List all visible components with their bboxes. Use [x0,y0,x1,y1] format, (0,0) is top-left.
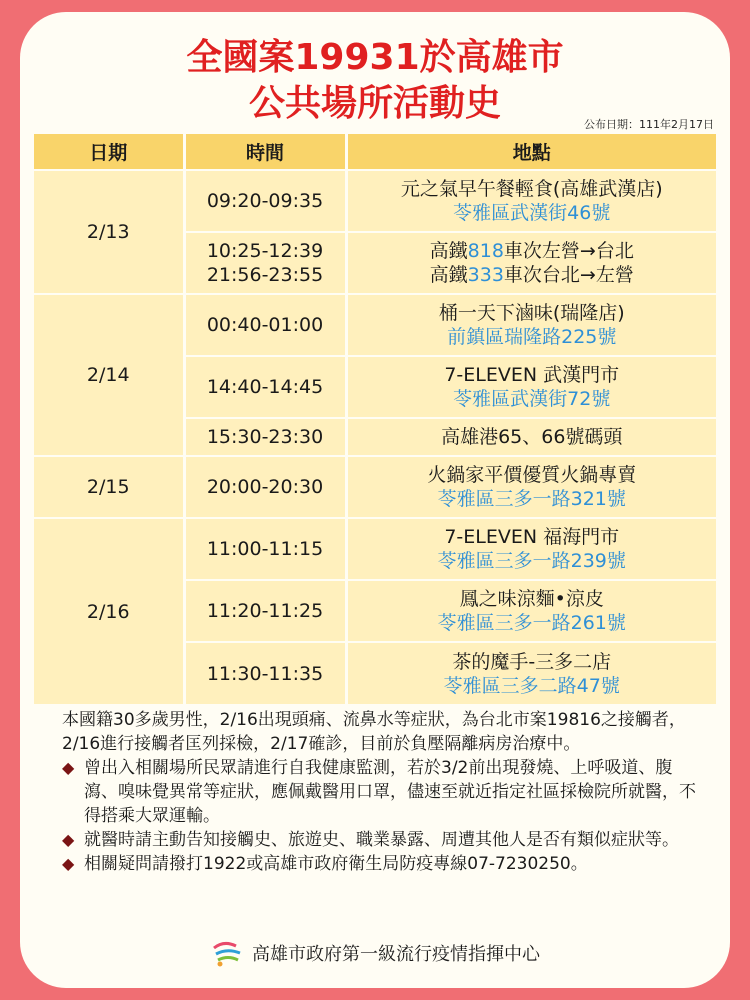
place-cell [346,418,716,456]
place-cell [346,580,716,642]
place-cell [346,356,716,418]
place-name: 高雄港65、66號碼頭 [441,426,623,448]
table-row [34,456,716,518]
notice-item [62,756,702,828]
time-cell: 00:40-01:00 [184,294,346,356]
date-cell: 2/13 [34,170,184,294]
date-cell: 2/15 [34,456,184,518]
place-address: 苓雅區三多一路261號 [437,612,626,634]
place-name: 茶的魔手-三多二店 [452,650,612,673]
place-cell [346,456,716,518]
train-route: 車次左營→台北 [503,240,634,262]
train-route: 車次台北→左營 [503,264,634,286]
place-address: 苓雅區武漢街72號 [453,388,611,410]
place-name: 7-ELEVEN 福海門市 [444,526,620,548]
train-number: 333 [467,264,504,286]
diamond-bullet-icon: ◆ [62,830,75,849]
date-cell: 2/14 [34,294,184,456]
notice-text: 曾出入相關場所民眾請進行自我健康監測，若於3/2前出現發燒、上呼吸道、腹瀉、嗅味覺異常等症狀，應佩戴醫用口罩，儘速至就近指定社區採檢院所就醫，不得搭乘大眾運輸。 [84,758,696,826]
diamond-bullet-icon: ◆ [62,758,75,777]
header-time: 時間 [184,134,346,170]
place-address: 苓雅區三多一路321號 [437,488,626,510]
time-value: 21:56-23:55 [206,264,324,286]
notice-item [62,828,702,852]
case-summary: 本國籍30多歲男性，2/16出現頭痛、流鼻水等症狀，為台北市案19816之接觸者，2/16進行接觸者匡列採檢，2/17確診，目前於負壓隔離病房治療中。 [62,710,686,754]
date-cell: 2/16 [34,518,184,704]
place-name: 桶一天下滷味(瑞隆店) [438,302,625,324]
place-address: 前鎮區瑞隆路225號 [447,326,617,348]
train-prefix: 高鐵 [429,240,468,262]
time-cell: 09:20-09:35 [184,170,346,232]
time-value: 10:25-12:39 [206,240,324,262]
diamond-bullet-icon: ◆ [62,854,75,873]
place-cell [346,170,716,232]
city-logo-icon [210,938,244,968]
table-row [34,294,716,356]
notes-section [62,708,702,876]
place-name: 元之氣早午餐輕食(高雄武漢店) [400,178,663,200]
place-name: 7-ELEVEN 武漢門市 [444,364,620,386]
header-place: 地點 [346,134,716,170]
time-cell: 11:30-11:35 [184,642,346,704]
train-line [348,239,717,263]
place-cell [346,232,716,294]
time-cell: 11:20-11:25 [184,580,346,642]
place-address: 苓雅區三多一路239號 [437,550,626,572]
train-number: 818 [467,240,504,262]
notice-item [62,852,702,876]
place-cell [346,294,716,356]
publish-date: 公布日期：111年2月17日 [584,118,714,131]
table-row [34,518,716,580]
table-header-row [34,134,716,170]
header-date: 日期 [34,134,184,170]
train-line [348,263,717,287]
place-address: 苓雅區三多二路47號 [443,674,620,697]
table-row [34,170,716,232]
time-cell: 15:30-23:30 [184,418,346,456]
time-cell: 11:00-11:15 [184,518,346,580]
footer-org-name: 高雄市政府第一級流行疫情指揮中心 [252,944,540,965]
poster-title-line1: 全國案19931於高雄市 [186,37,564,78]
notice-text: 就醫時請主動告知接觸史、旅遊史、職業暴露、周遭其他人是否有類似症狀等。 [84,830,679,850]
activity-table [34,134,716,704]
place-address: 苓雅區武漢街46號 [453,202,611,224]
footer [0,938,750,968]
place-name: 火鍋家平價優質火鍋專賣 [427,464,637,486]
place-cell [346,518,716,580]
time-cell: 14:40-14:45 [184,356,346,418]
time-cell: 20:00-20:30 [184,456,346,518]
train-prefix: 高鐵 [429,264,468,286]
poster-title-line2: 公共場所活動史 [248,83,501,124]
notice-text: 相關疑問請撥打1922或高雄市政府衛生局防疫專線07-7230250。 [84,854,588,874]
place-name: 鳳之味涼麵•涼皮 [459,588,604,610]
place-cell [346,642,716,704]
time-cell [184,232,346,294]
